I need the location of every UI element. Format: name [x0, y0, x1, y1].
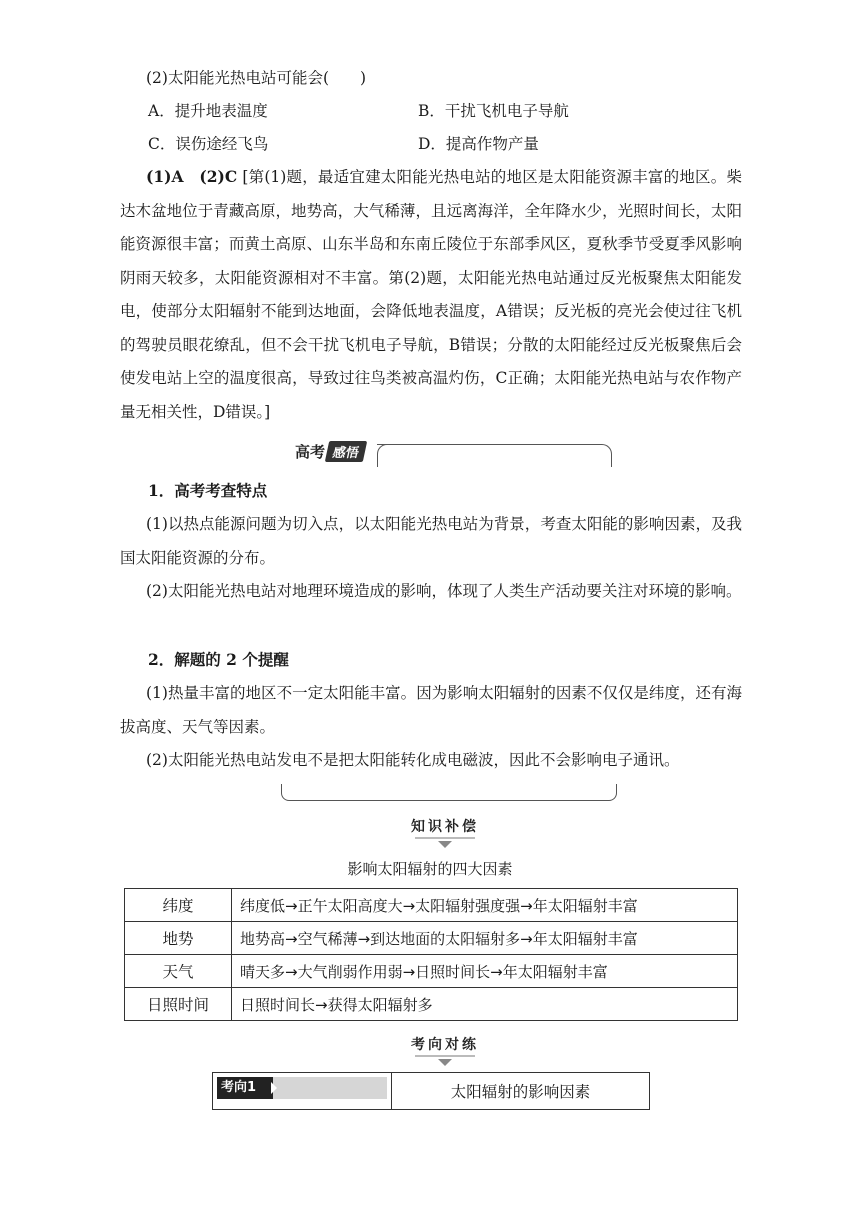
- answer-key: (1)A (2)C: [146, 167, 238, 186]
- practice-topic-box: [212, 1072, 650, 1110]
- table-row: [125, 955, 738, 988]
- factor-desc-cell: 日照时间长→获得太阳辐射多: [232, 988, 738, 1021]
- supplement-section: [390, 816, 500, 848]
- insight-paragraph-1: (1)以热点能源问题为切入点，以太阳能光热电站为背景，考查太阳能的影响因素，及我国太阳能资源的分布。: [120, 515, 742, 567]
- option-b: B．干扰飞机电子导航: [418, 102, 569, 120]
- supplement-tag: 知识补偿: [411, 819, 479, 835]
- practice-label-fill: [273, 1077, 387, 1099]
- insight-heading-2: 2．解题的 2 个提醒: [148, 650, 289, 669]
- insight-paragraph-4: (2)太阳能光热电站发电不是把太阳能转化成电磁波，因此不会影响电子通讯。: [146, 751, 680, 769]
- factor-cell: 纬度: [125, 889, 232, 922]
- insight-frame-bottom: [281, 784, 617, 801]
- insight-heading-1: 1．高考考查特点: [148, 481, 268, 500]
- table-row: [125, 922, 738, 955]
- factor-cell: 天气: [125, 955, 232, 988]
- practice-tag: 考向对练: [411, 1037, 479, 1053]
- question-stem: (2)太阳能光热电站可能会( ): [146, 69, 367, 87]
- option-c: C．误伤途经飞鸟: [148, 135, 269, 153]
- practice-section: [390, 1034, 500, 1066]
- insight-tag-accent: 感悟: [325, 441, 367, 462]
- factors-table: [124, 888, 738, 1021]
- down-arrow-icon: [438, 1059, 452, 1066]
- insight-tag-main: 高考: [295, 442, 326, 461]
- insight-paragraph-3: (1)热量丰富的地区不一定太阳能丰富。因为影响太阳辐射的因素不仅仅是纬度，还有海拔高度、天气等因素。: [120, 684, 742, 736]
- factor-desc-cell: 纬度低→正午太阳高度大→太阳辐射强度强→年太阳辐射丰富: [232, 889, 738, 922]
- insight-tag: [295, 440, 365, 462]
- factor-cell: 日照时间: [125, 988, 232, 1021]
- factor-desc-cell: 晴天多→大气削弱作用弱→日照时间长→年太阳辐射丰富: [232, 955, 738, 988]
- answer-paragraph: [120, 160, 742, 429]
- triangle-notch-icon: [271, 1082, 277, 1094]
- option-d: D．提高作物产量: [418, 135, 539, 153]
- table-row: [125, 988, 738, 1021]
- practice-underline: [415, 1055, 475, 1057]
- insight-paragraph-2: (2)太阳能光热电站对地理环境造成的影响，体现了人类生产活动要关注对环境的影响。: [146, 582, 742, 600]
- table-row: [125, 889, 738, 922]
- down-arrow-icon: [438, 841, 452, 848]
- practice-label: 考向1: [217, 1077, 277, 1099]
- factor-cell: 地势: [125, 922, 232, 955]
- option-a: A．提升地表温度: [148, 102, 268, 120]
- frame-curve: [377, 444, 612, 467]
- factor-desc-cell: 地势高→空气稀薄→到达地面的太阳辐射多→年太阳辐射丰富: [232, 922, 738, 955]
- table-caption: 影响太阳辐射的四大因素: [347, 860, 513, 878]
- insight-header: [281, 440, 615, 468]
- practice-label-block: [213, 1073, 392, 1109]
- practice-topic: 太阳辐射的影响因素: [450, 1083, 591, 1101]
- supplement-underline: [415, 837, 475, 839]
- answer-explanation: [第(1)题，最适宜建太阳能光热电站的地区是太阳能资源丰富的地区。柴达木盆地位于青藏高原，地势高，大气稀薄，且远离海洋，全年降水少，光照时间长，太阳能资源很丰富；而黄土高原、山东半岛和东南丘陵位于东部季风区，夏秋季节受夏季风影响阴雨天较多，太阳能资源相对不丰富。第(2)题，太阳能光热电站通过反光板聚焦太阳能发电，使部分太阳辐射不能到达地面，会降低地表温度，A错误；反光板的亮光会使过往飞机的驾驶员眼花缭乱，但不会干扰飞机电子导航，B错误；分散的太阳能经过反光板聚焦后会使发电站上空的温度很高，导致过往鸟类被高温灼伤，C正确；太阳能光热电站与农作物产量无相关性，D错误。]: [120, 168, 742, 421]
